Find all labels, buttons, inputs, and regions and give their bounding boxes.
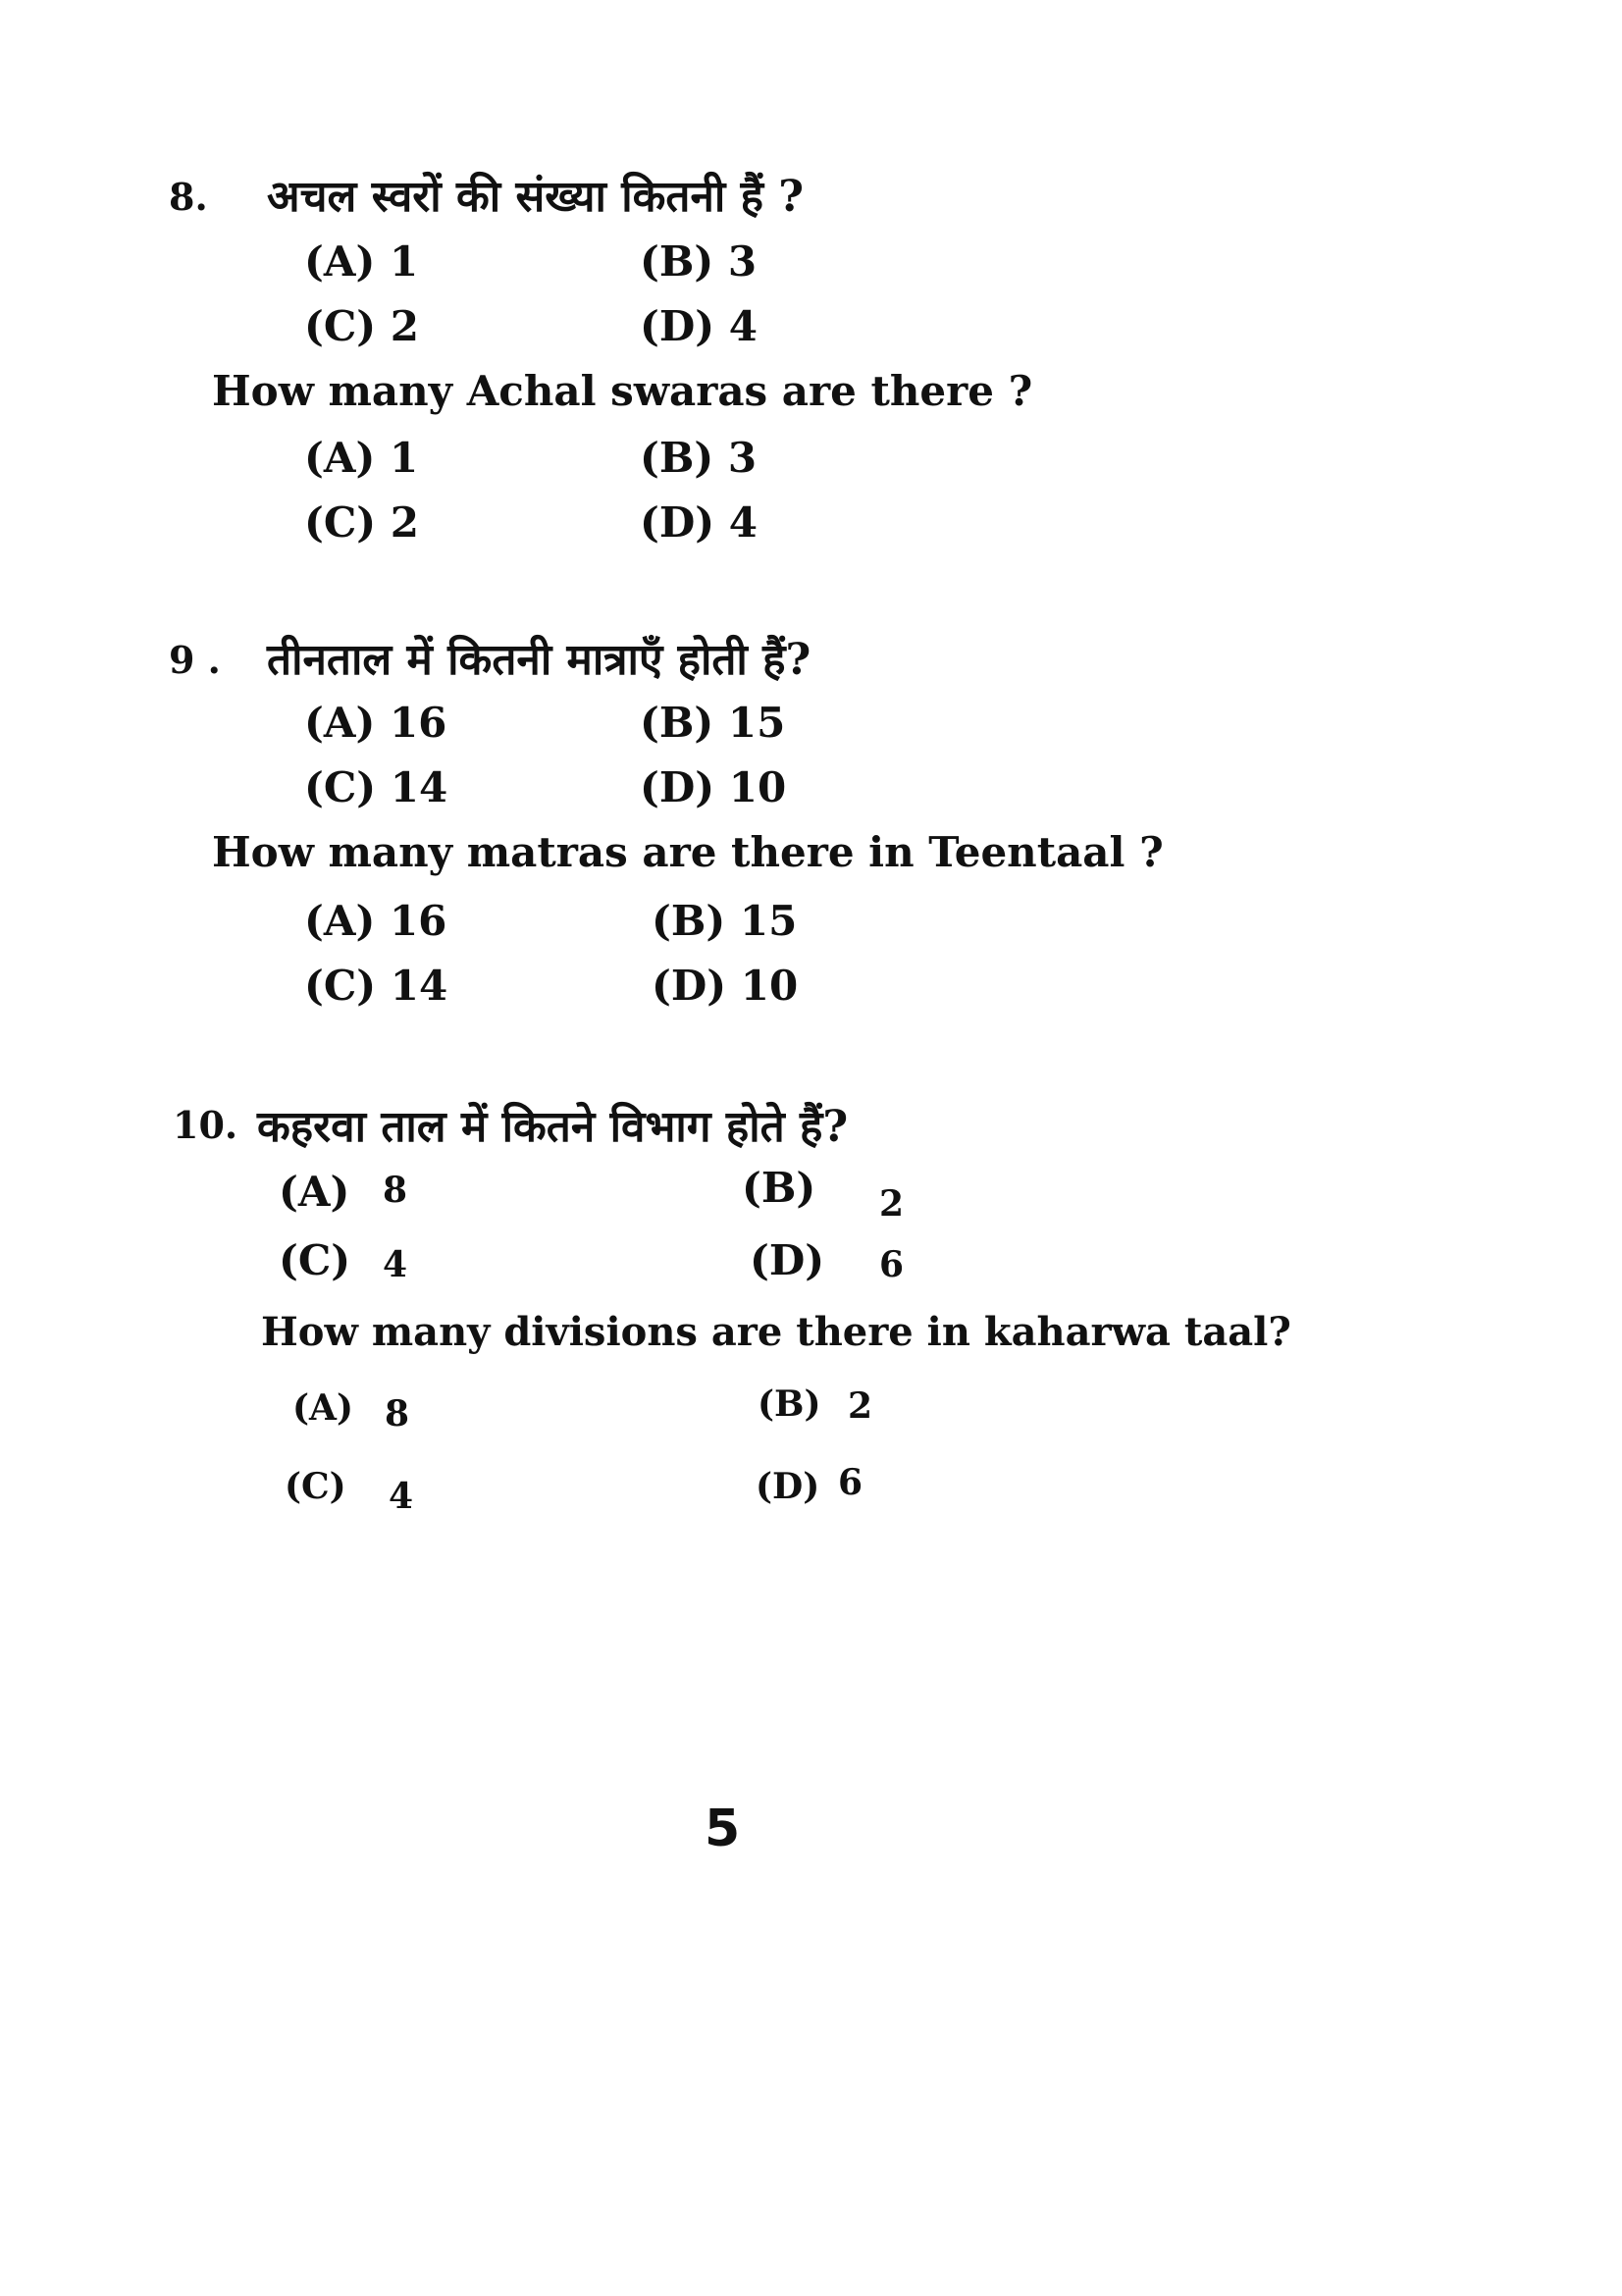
question-9-hindi-option-c: (C) 14 xyxy=(304,763,448,811)
question-9-hindi-option-d: (D) 10 xyxy=(640,763,787,811)
question-8-hindi-option-b: (B) 3 xyxy=(640,237,758,286)
question-10-hindi-option-d-label: (D) xyxy=(750,1236,825,1284)
question-8-english-option-b: (B) 3 xyxy=(640,434,758,482)
question-10-english-option-b-value: 2 xyxy=(848,1385,873,1427)
question-8-english-option-a: (A) 1 xyxy=(304,434,419,482)
question-9-hindi-text: तीनताल में कितनी मात्राएँ होती हैं? xyxy=(267,635,811,685)
question-10-hindi-text: कहरवा ताल में कितने विभाग होते हैं? xyxy=(257,1102,849,1152)
question-8-number: 8. xyxy=(169,175,208,219)
question-9-number: 9 . xyxy=(169,638,221,682)
question-9-english-text: How many matras are there in Teentaal ? xyxy=(212,828,1164,876)
question-9-english-option-a: (A) 16 xyxy=(304,897,447,945)
question-10-english-option-b-label: (B) xyxy=(758,1383,821,1425)
question-8-hindi-text: अचल स्वरों की संख्या कितनी हैं ? xyxy=(267,172,805,222)
question-10-english-option-d-value: 6 xyxy=(838,1462,863,1503)
question-10-hindi-option-a-value: 8 xyxy=(383,1170,408,1211)
question-10-english-option-a-label: (A) xyxy=(292,1387,353,1429)
question-10-hindi-option-d-value: 6 xyxy=(879,1244,905,1285)
question-8-hindi-option-d: (D) 4 xyxy=(640,302,759,350)
question-9-hindi-option-a: (A) 16 xyxy=(304,699,447,747)
question-8-english-text: How many Achal swaras are there ? xyxy=(212,367,1033,415)
question-9-english-option-d: (D) 10 xyxy=(652,962,799,1010)
question-10-hindi-option-c-value: 4 xyxy=(383,1244,408,1285)
page-number: 5 xyxy=(705,1800,741,1858)
question-10-english-option-c-value: 4 xyxy=(389,1476,414,1517)
question-9-english-option-b: (B) 15 xyxy=(652,897,798,945)
question-10-hindi-option-c-label: (C) xyxy=(279,1236,351,1284)
question-8-hindi-option-c: (C) 2 xyxy=(304,302,420,350)
question-10-number: 10. xyxy=(173,1103,238,1147)
question-8-english-option-c: (C) 2 xyxy=(304,498,420,547)
question-8-hindi-option-a: (A) 1 xyxy=(304,237,419,286)
question-10-hindi-option-b-value: 2 xyxy=(879,1183,905,1225)
question-9-english-option-c: (C) 14 xyxy=(304,962,448,1010)
question-10-hindi-option-a-label: (A) xyxy=(279,1168,350,1216)
question-10-english-text: How many divisions are there in kaharwa taal? xyxy=(261,1309,1291,1355)
question-10-english-option-a-value: 8 xyxy=(385,1393,410,1435)
question-10-hindi-option-b-label: (B) xyxy=(742,1164,816,1212)
question-9-hindi-option-b: (B) 15 xyxy=(640,699,786,747)
question-10-english-option-d-label: (D) xyxy=(756,1466,820,1507)
question-8-english-option-d: (D) 4 xyxy=(640,498,759,547)
question-10-english-option-c-label: (C) xyxy=(285,1466,346,1507)
